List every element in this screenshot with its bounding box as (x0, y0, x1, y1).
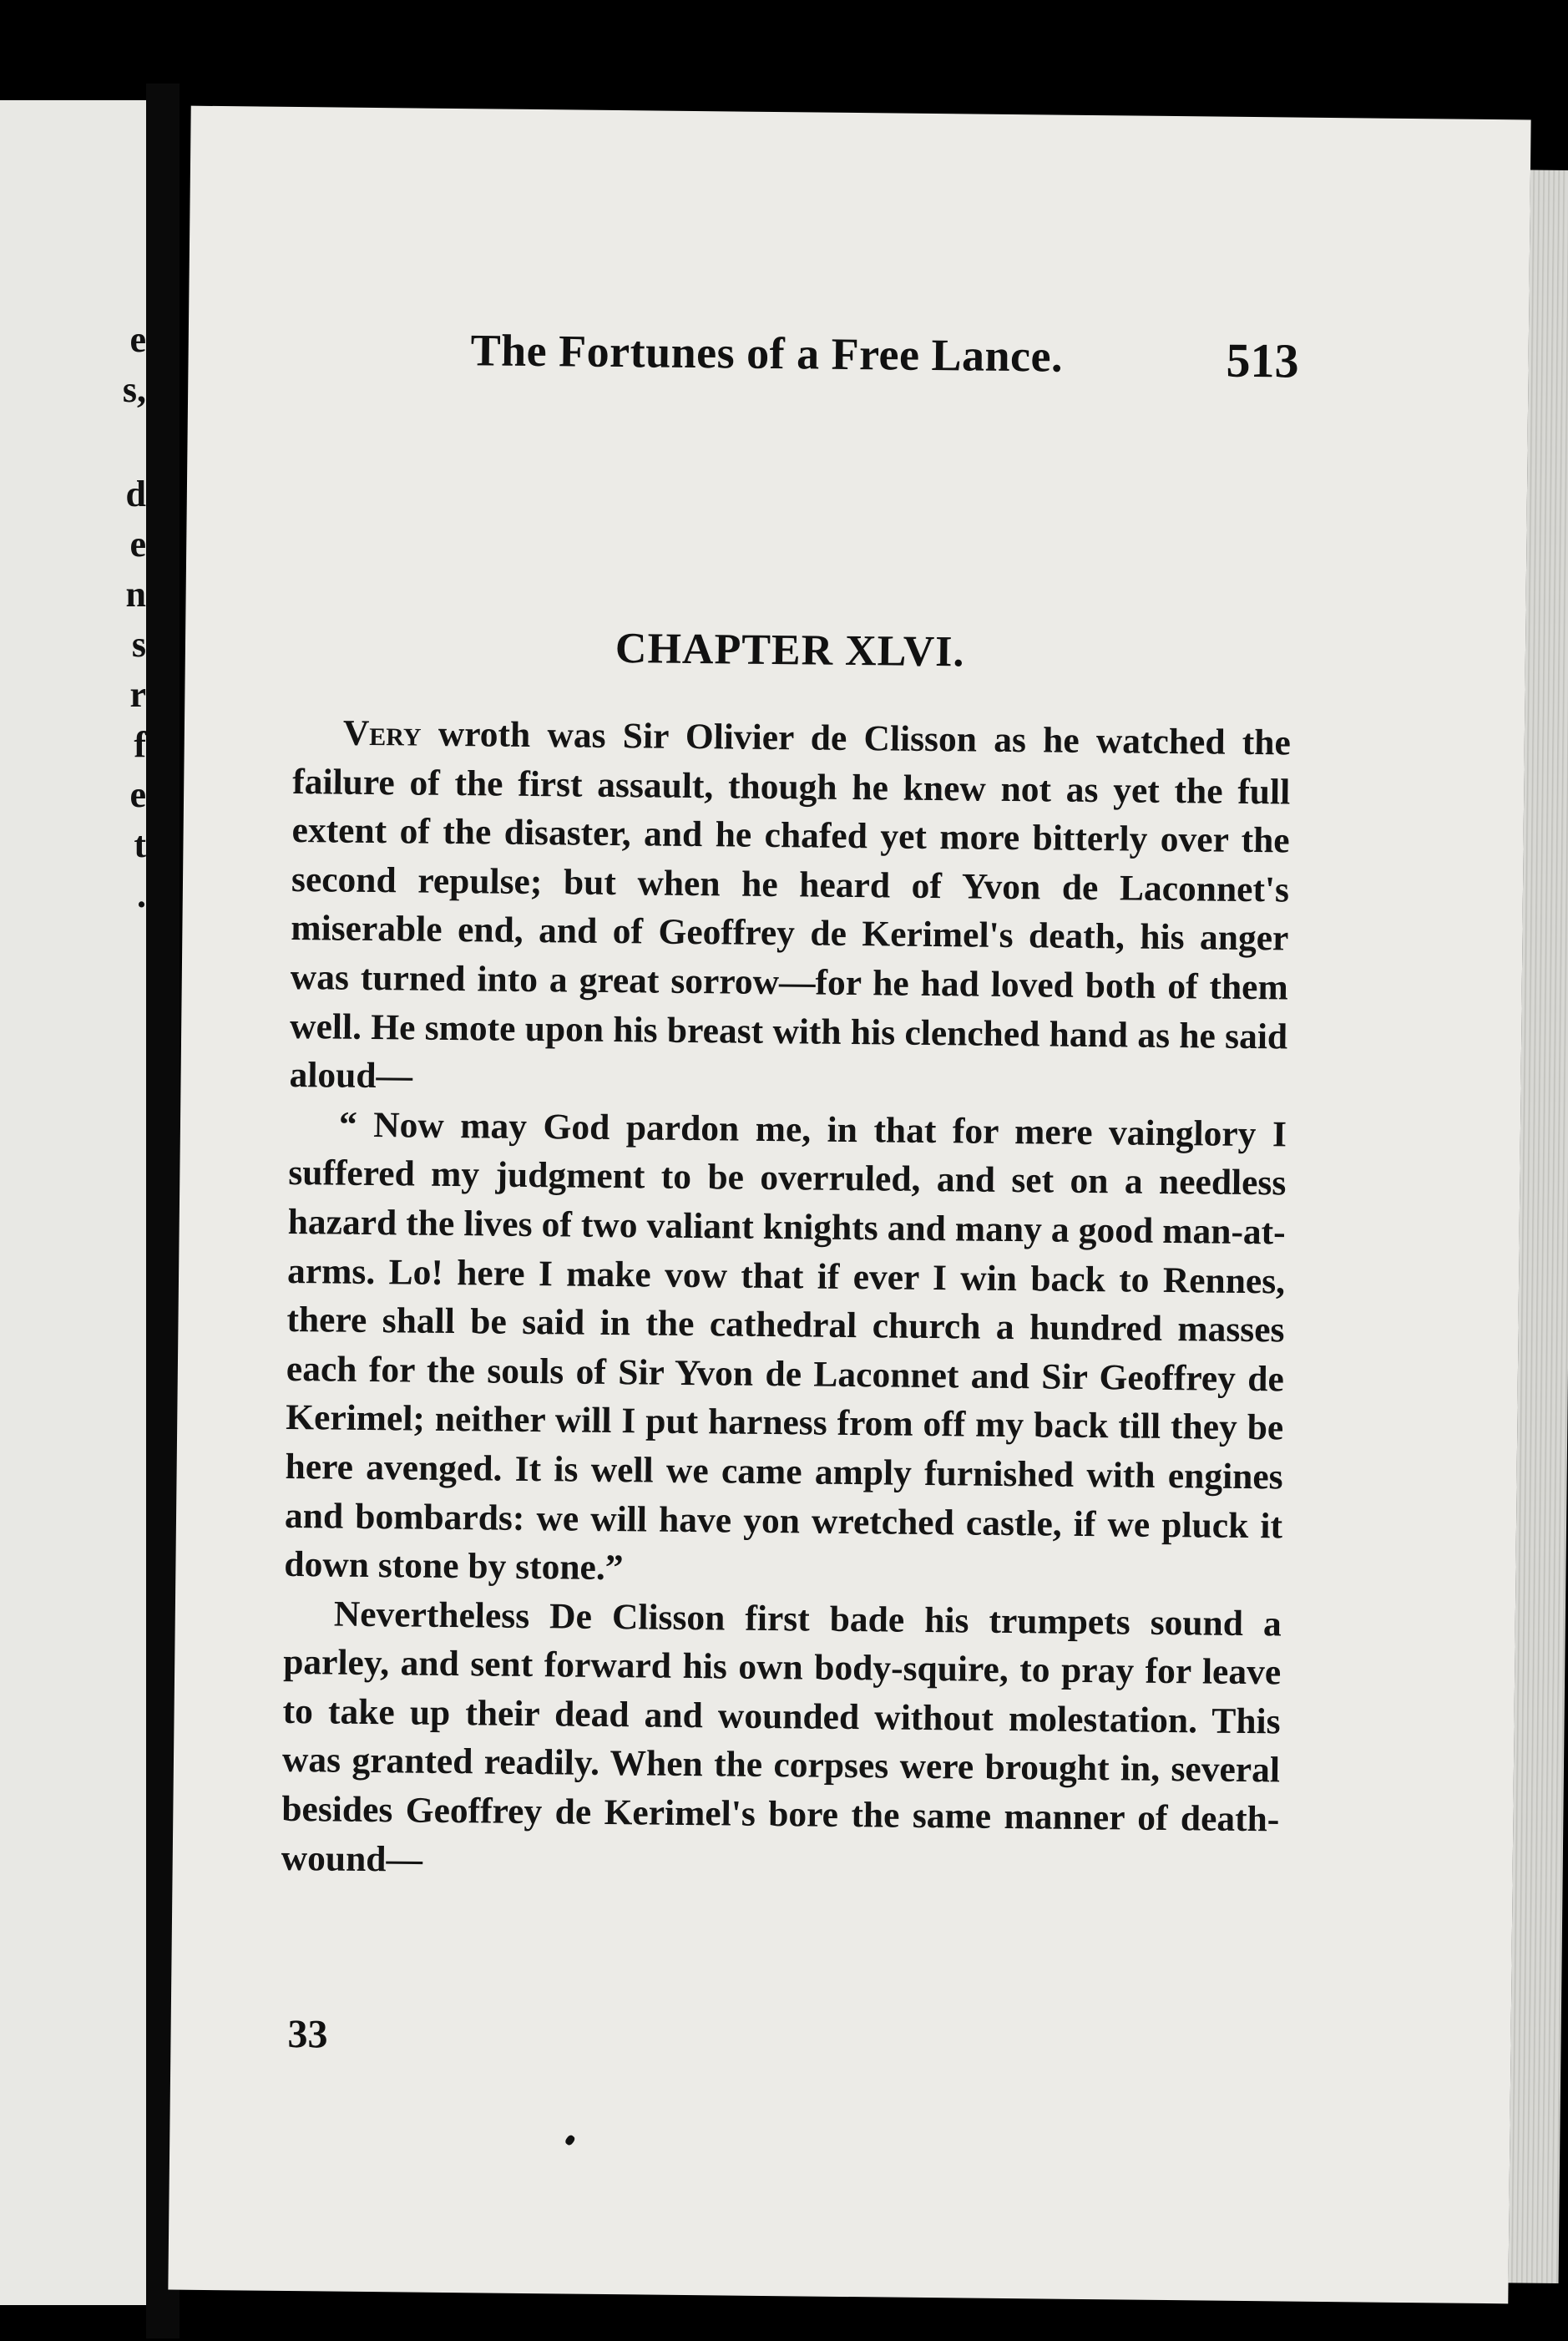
previous-page-fragment: n (125, 574, 146, 615)
page-number: 513 (1226, 332, 1299, 388)
page-stack-edge (1509, 170, 1568, 2283)
previous-page-fragment: . (137, 874, 146, 915)
book-page (168, 106, 1530, 2304)
previous-page-fragment: r (129, 674, 146, 715)
previous-page-edge (0, 100, 146, 2305)
chapter-title: CHAPTER XLVI. (615, 625, 965, 676)
signature-mark: 33 (287, 2012, 328, 2057)
previous-page-fragment: d (125, 474, 146, 514)
previous-page-fragment: s (131, 624, 146, 665)
paragraph-text: wroth was Sir Olivier de Clisson as he watched the failure of the first assault, though he knew not as yet the full extent of the disaster, and he chafed yet more bitterly over the second repulse; but when he heard of Yvon de Laconnet's miserable end, and of Geoffrey de Kerimel's death, his anger was turned into a great sorrow—for he had loved both of them well. He smote upon his breast with his clenched hand as he said aloud— (289, 713, 1292, 1097)
previous-page-fragment: f (134, 724, 146, 765)
paragraph-text: “ Now may God pardon me, in that for mere vainglory I suffered my judgment to be overruled, and set on a needless hazard the lives of two valiant knights and many a good man-at-arms. Lo! here I make vow that if ever I win back to Rennes, there shall be said in the cathedral church a hundred masses each for the souls of Sir Yvon de Laconnet and Sir Geoffrey de Kerimel; neither will I put harness from off my back till they be here avenged. It is well we came amply furnished with engines and bombards: we will have yon wretched castle, if we pluck it down stone by stone.” (284, 1104, 1287, 1589)
previous-page-fragment: t (134, 824, 146, 865)
previous-page-fragment: e (129, 524, 146, 565)
previous-page-fragment: e (129, 319, 146, 360)
running-head: The Fortunes of a Free Lance. (470, 325, 1064, 382)
paragraph-text: Nevertheless De Clisson first bade his trumpets sound a parley, and sent forward his own body-squire, to pray for leave to take up their dead and wounded without molestation. This was granted readily. When the corpses were brought in, several besides Geoffrey de Kerimel's bore the same manner of death-wound— (281, 1594, 1282, 1880)
previous-page-fragment: e (129, 774, 146, 815)
body-text (281, 708, 1291, 1893)
paragraph (289, 708, 1291, 1110)
paragraph-dropcap: Very (342, 712, 422, 754)
paragraph (284, 1100, 1287, 1599)
previous-page-fragment: s, (122, 369, 146, 410)
ink-speck (564, 2134, 576, 2146)
paragraph (281, 1589, 1282, 1893)
